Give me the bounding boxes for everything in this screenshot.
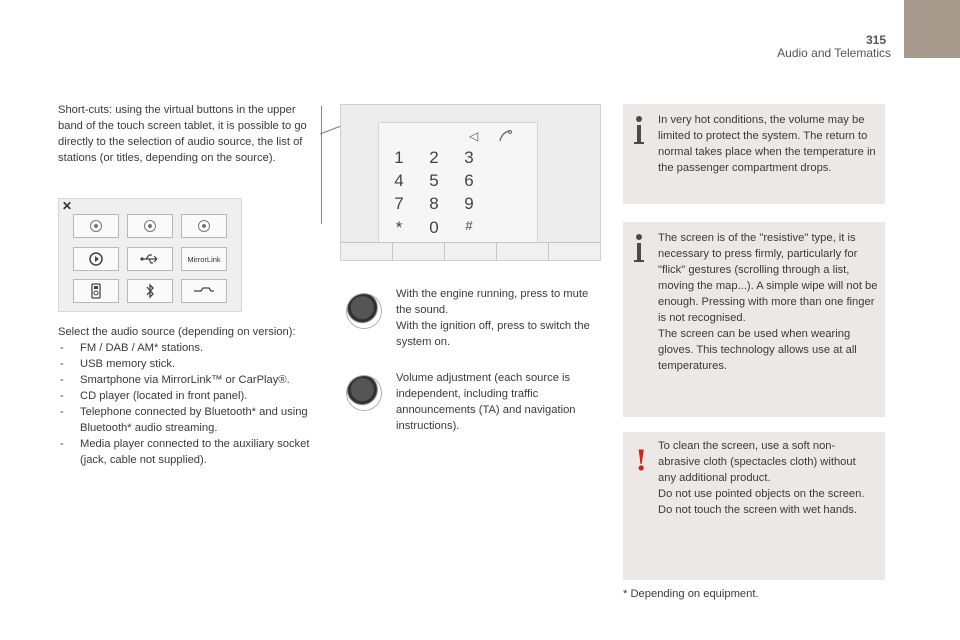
info-note-text: The screen is of the "resistive" type, it is necessary to press firmly, particularly for "flick" gestures (scrolling through a list, moving the map...). A simple wipe will not be enough. Pressing with more than one finger is not recognised. The screen can be used when wearing gloves. This technology allows use at all temperatures. [658,232,878,372]
info-note-screen [623,222,885,417]
footnote: * Depending on equipment. [623,588,759,600]
info-note-text: In very hot conditions, the volume may be limited to protect the system. The return to normal takes place when the temperature in the passenger compartment drops. [658,114,876,174]
aux-source-button[interactable] [73,279,119,303]
bottom-bar-button[interactable] [393,243,445,260]
warning-note-cleaning [623,432,885,580]
chapter-tab [904,0,960,58]
screen-bottom-bar [341,242,600,260]
key-4[interactable]: 4 [394,171,404,190]
disc-icon [90,220,102,232]
jack-source-button[interactable] [181,279,227,303]
bottom-bar-button[interactable] [445,243,497,260]
bottom-bar-button[interactable] [341,243,393,260]
key-6[interactable]: 6 [464,171,474,190]
key-9[interactable]: 9 [464,194,474,213]
key-2[interactable]: 2 [429,148,439,167]
key-5[interactable]: 5 [429,171,439,190]
phone-keypad-screen [340,104,601,261]
source-list [58,340,310,468]
info-icon [633,234,645,262]
warning-note-text: To clean the screen, use a soft non-abrasive cloth (spectacles cloth) without any additional product. Do not use pointed objects on the screen. Do not touch the screen with wet hands. [658,440,865,516]
shortcuts-paragraph: Short-cuts: using the virtual buttons in the upper band of the touch screen tablet, it is possible to go directly to the selection of audio source, the list of stations (or titles, depending on the source). [58,104,307,164]
power-knob-icon [347,294,381,328]
bluetooth-icon [145,283,155,299]
list-item: - CD player (located in front panel). [58,388,310,404]
key-hash[interactable]: # [465,218,473,233]
radio-preset-button[interactable] [127,214,173,238]
jack-icon [193,286,215,296]
list-item: - Smartphone via MirrorLink™ or CarPlay®. [58,372,310,388]
bluetooth-source-button[interactable] [127,279,173,303]
bottom-bar-button[interactable] [549,243,600,260]
page-number: 315 [865,33,886,47]
power-knob-text: With the engine running, press to mute the sound. With the ignition off, press to switch the system on. [396,288,590,348]
cd-source-button[interactable] [73,247,119,271]
mirrorlink-logo: MirrorLink [187,254,221,264]
bottom-bar-button[interactable] [497,243,549,260]
select-source-intro: Select the audio source (depending on version): [58,326,296,338]
key-1[interactable]: 1 [394,148,404,167]
key-8[interactable]: 8 [429,194,439,213]
key-star[interactable]: * [395,218,403,237]
list-item: - FM / DAB / AM* stations. [58,340,310,356]
radio-preset-button[interactable] [181,214,227,238]
list-item: - Telephone connected by Bluetooth* and using Bluetooth* audio streaming. [58,404,310,436]
key-3[interactable]: 3 [464,148,474,167]
key-0[interactable]: 0 [429,218,439,237]
usb-icon [140,253,160,265]
cd-eject-icon [88,251,104,267]
usb-source-button[interactable] [127,247,173,271]
keypad [378,122,538,246]
list-item: - Media player connected to the auxiliary socket (jack, cable not supplied). [58,436,310,468]
warning-icon: ! [635,444,648,477]
radio-preset-button[interactable] [73,214,119,238]
key-7[interactable]: 7 [394,194,404,213]
disc-icon [144,220,156,232]
media-player-icon [90,283,102,299]
mirrorlink-source-button[interactable] [181,247,227,271]
divider-line [321,106,322,224]
backspace-icon[interactable]: ◁ [469,129,479,143]
volume-knob-text: Volume adjustment (each source is independent, including traffic announcements (TA) and navigation instructions). [396,372,576,432]
info-icon [633,116,645,144]
close-icon[interactable]: ✕ [62,199,73,213]
call-icon[interactable] [497,129,513,143]
volume-knob-icon [347,376,381,410]
chapter-title: Audio and Telematics [777,46,891,60]
select-source-block [58,324,310,468]
info-note-temperature [623,104,885,204]
source-panel [58,198,242,312]
disc-icon [198,220,210,232]
list-item: - USB memory stick. [58,356,310,372]
